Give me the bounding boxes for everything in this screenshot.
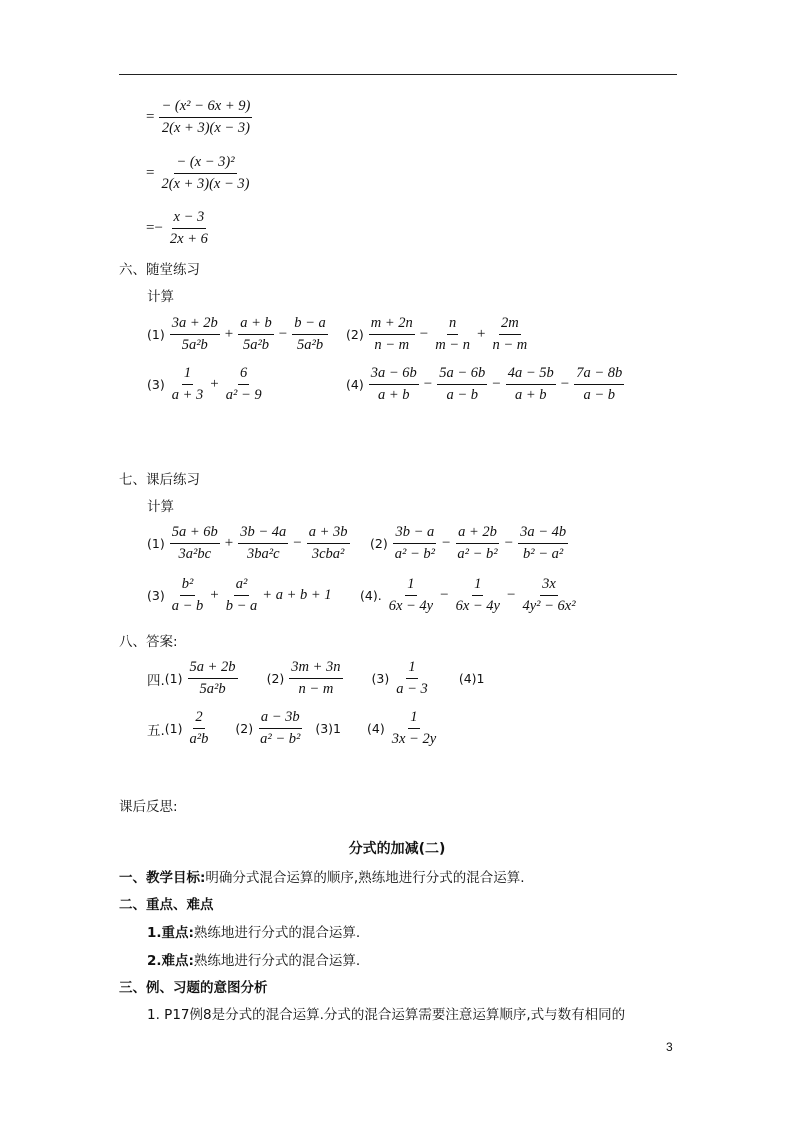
section-6-sub: 计算	[147, 289, 174, 305]
header-rule	[119, 74, 677, 75]
answers-row-4: 四. (1) $\frac{5a + 2b}{\text{5a²b}}$ (2) $\frac{3m + 3n}{n - m}$ (3) $\frac{1}{a - 3}$ (4)1	[147, 659, 485, 697]
exercise-7-1: (1) $\frac{5a + 6b}{\text{3a²bc}}$ + $\frac{3b - 4a}{\text{3ba²c}}$ − $\frac{a + 3b}{\text{3cba²}}$	[147, 524, 348, 562]
section-6-heading: 六、随堂练习	[119, 262, 200, 278]
exercise-6-4: (4) $\frac{3a - 6b}{a + b}$ − $\frac{5a - 6b}{a - b}$ − $\frac{4a - 5b}{a + b}$ − $\frac{7a - 8b}{a - b}$	[346, 365, 623, 403]
exercise-7-2: (2) $\frac{3b - a}{\text{a² − b²}}$ − $\frac{a + 2b}{\text{a² − b²}}$ − $\frac{3a - 4b}{\text{b² − a²}}$	[370, 524, 567, 562]
derivation-step-3: =− $\frac{x - 3}{2x + 6}$	[146, 209, 208, 247]
section-8-heading: 八、答案:	[119, 634, 178, 650]
derivation-step-1: = $\frac{\text{− (x² − 6x + 9)}}{2(x + 3)(x - 3)}$	[146, 98, 251, 136]
analysis-heading: 三、例、习题的意图分析	[119, 980, 268, 996]
exercise-7-3: (3) $\frac{\text{b²}}{a - b}$ + $\frac{\text{a²}}{b - a}$ + a + b + 1	[147, 576, 332, 614]
focus-heading: 二、重点、难点	[119, 897, 214, 913]
goal-line: 一、教学目标: 明确分式混合运算的顺序,熟练地进行分式的混合运算.	[119, 870, 525, 886]
page-number: 3	[666, 1040, 673, 1054]
answers-row-5: 五. (1) $\frac{2}{\text{a²b}}$ (2) $\frac{a - 3b}{\text{a² − b²}}$ (3)1 (4) $\frac{1}{3x - 2y}$	[147, 709, 437, 747]
section-7-sub: 计算	[147, 499, 174, 515]
exercise-6-1: (1) $\frac{3a + 2b}{\text{5a²b}}$ + $\frac{a + b}{\text{5a²b}}$ − $\frac{b - a}{\text{5a²b}}$	[147, 315, 326, 353]
derivation-step-2: = $\frac{\text{− (x − 3)²}}{2(x + 3)(x - 3)}$	[146, 154, 250, 192]
exercise-6-3: (3) $\frac{1}{a + 3}$ + $\frac{6}{\text{a² − 9}}$	[147, 365, 262, 403]
lesson-title: 分式的加减(二)	[348, 841, 446, 857]
focus-difficult: 2.难点: 熟练地进行分式的混合运算.	[147, 953, 361, 969]
exercise-6-2: (2) $\frac{m + 2n}{n - m}$ − $\frac{n}{m - n}$ + $\frac{2m}{n - m}$	[346, 315, 528, 353]
reflection: 课后反思:	[119, 799, 178, 815]
focus-key: 1.重点: 熟练地进行分式的混合运算.	[147, 925, 361, 941]
exercise-7-4: (4). $\frac{1}{6x - 4y}$ − $\frac{1}{6x - 4y}$ − $\frac{3x}{\text{4y² − 6x²}}$	[360, 576, 576, 614]
section-7-heading: 七、课后练习	[119, 472, 200, 488]
analysis-line-1: 1. P17例8是分式的混合运算.分式的混合运算需要注意运算顺序,式与数有相同的	[147, 1007, 626, 1023]
